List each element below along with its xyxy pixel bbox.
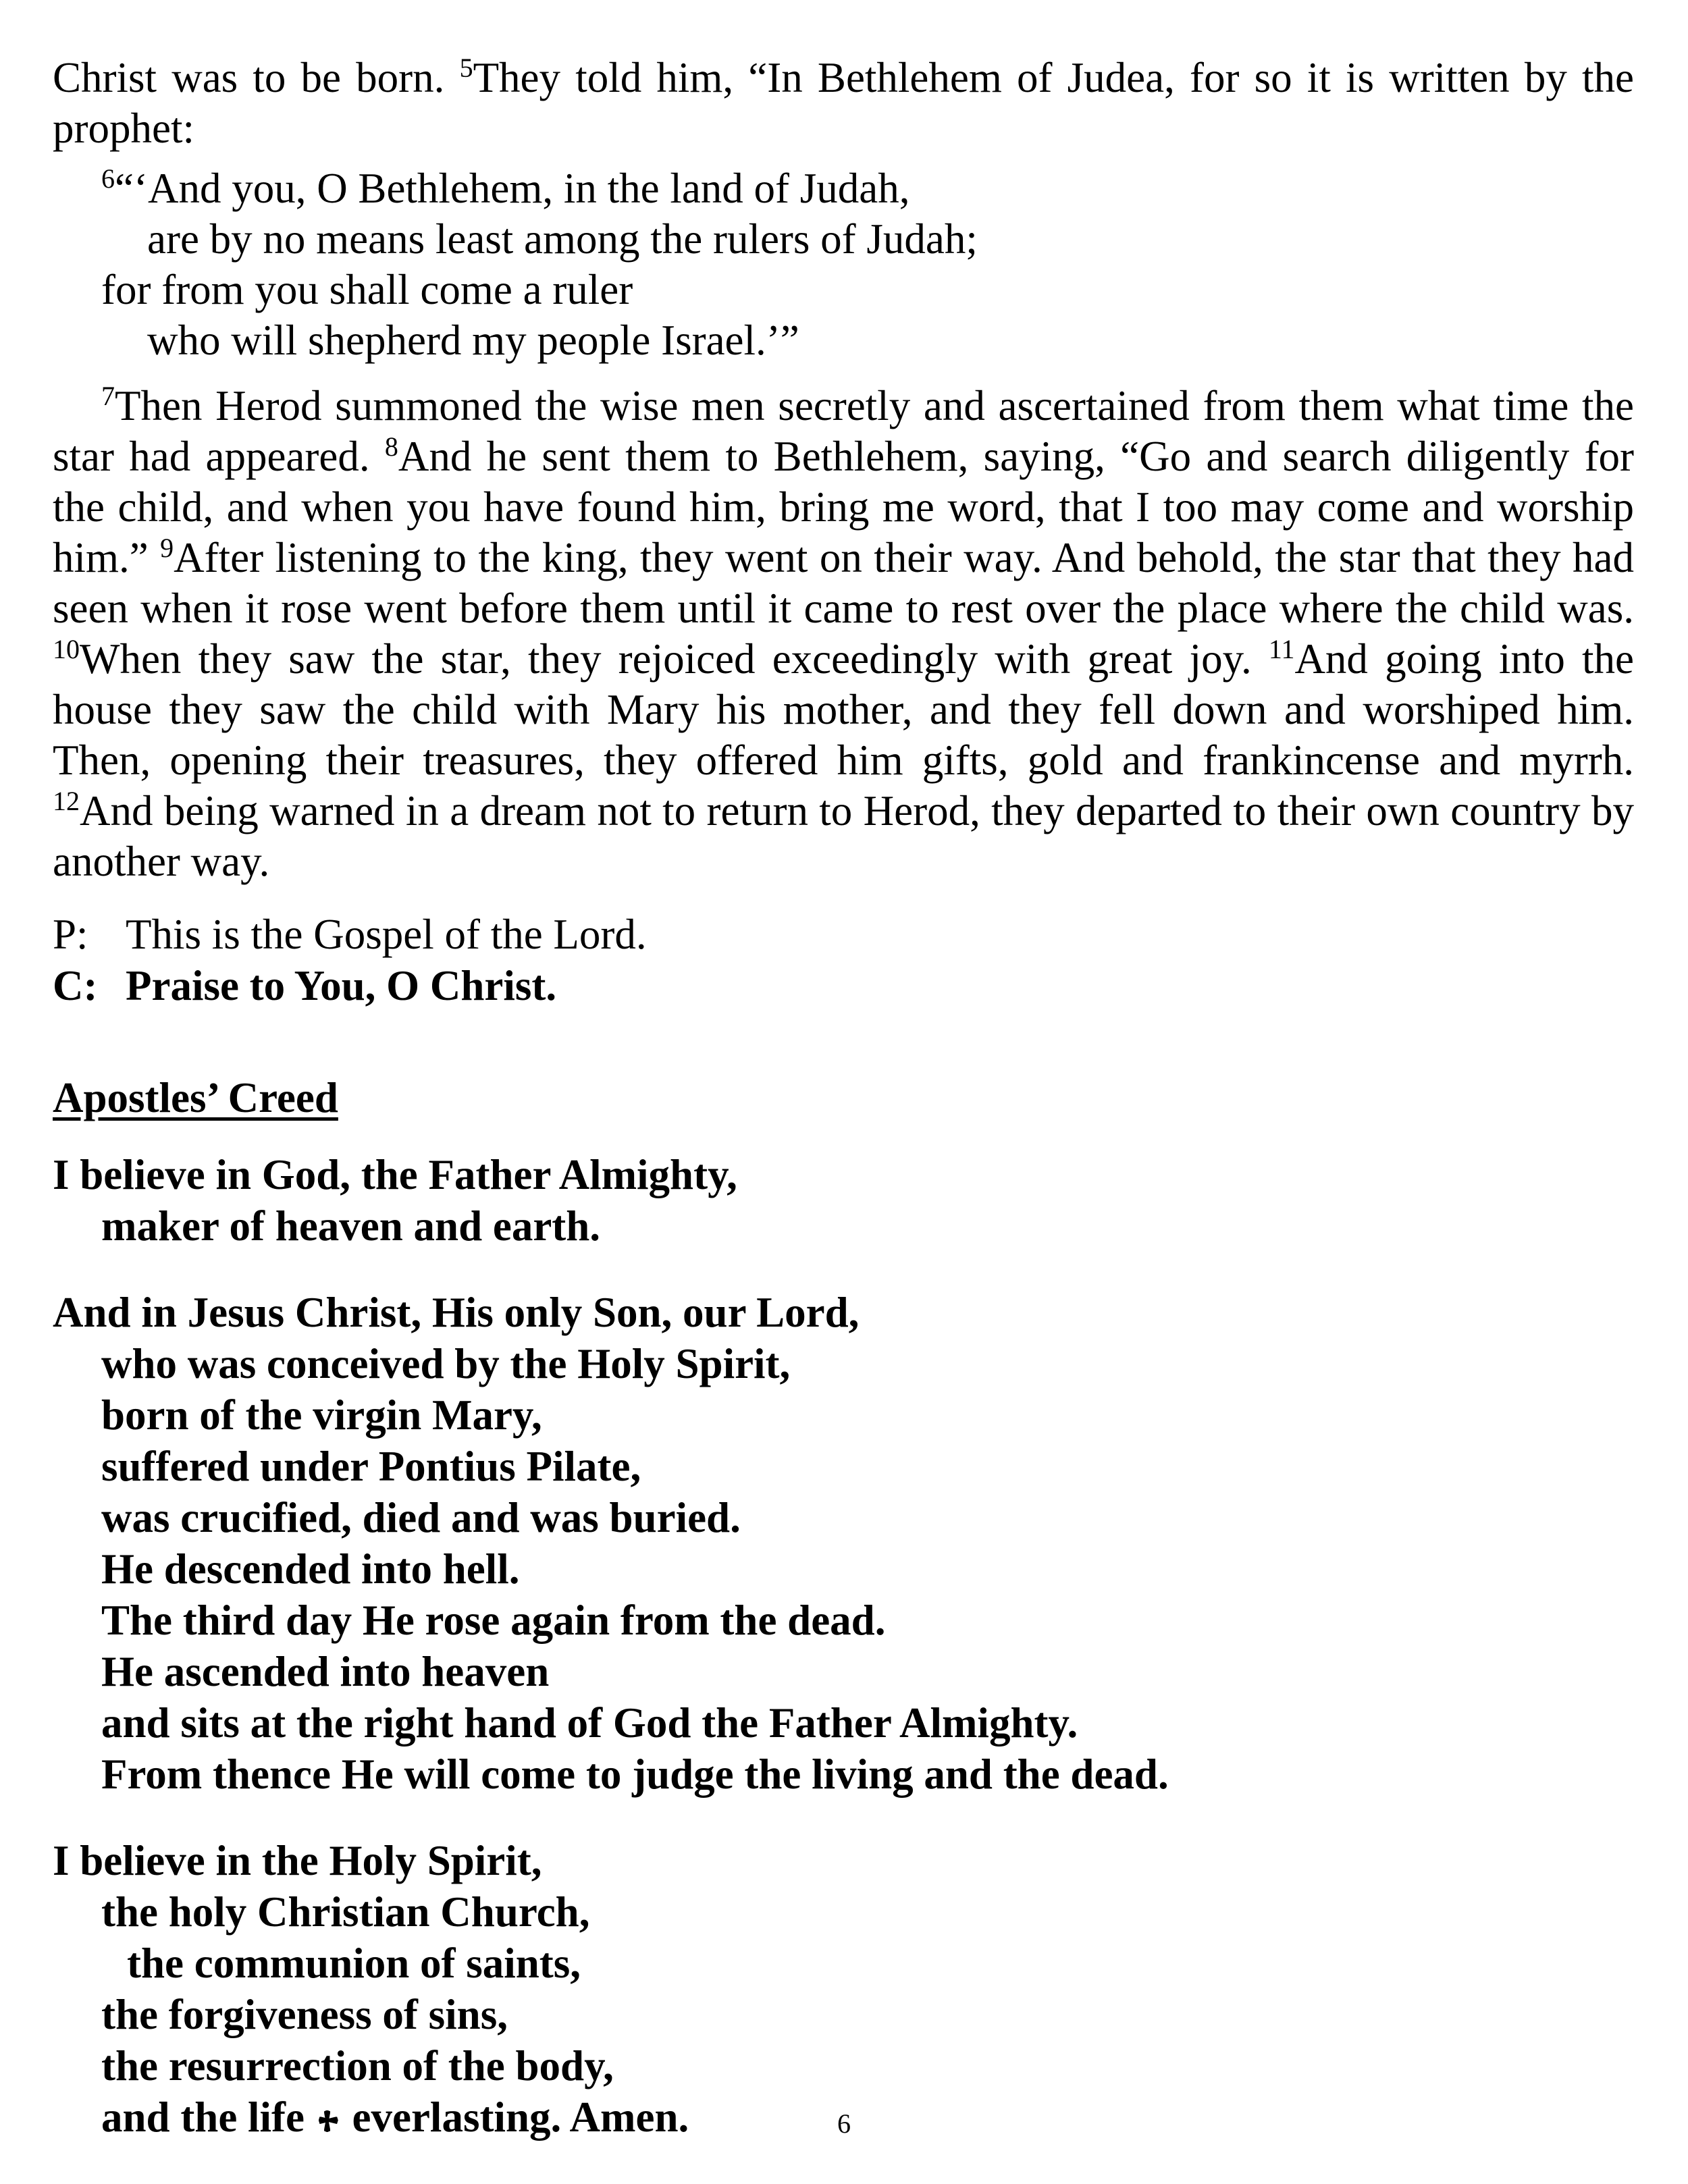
response-pastor	[53, 909, 1634, 960]
creed-line: From thence He will come to judge the living and the dead.	[101, 1751, 1169, 1798]
creed-line: who was conceived by the Holy Spirit,	[101, 1340, 791, 1387]
creed-line: I believe in God, the Father Almighty,	[53, 1151, 737, 1198]
response-text-pastor: This is the Gospel of the Lord.	[126, 911, 647, 958]
creed-line: and sits at the right hand of God the Father Almighty.	[101, 1699, 1078, 1747]
speaker-label-pastor: P:	[53, 911, 88, 958]
paragraph-text-before-verse: Christ was to be born.	[53, 54, 460, 101]
text-column	[53, 53, 1634, 2143]
creed-line: the communion of saints,	[127, 1940, 581, 1987]
creed-line: I believe in the Holy Spirit,	[53, 1837, 542, 1884]
verse-marker-5: 5	[459, 53, 473, 83]
creed-final-text-after-cross: everlasting. Amen.	[341, 2094, 689, 2141]
verse-marker-8: 8	[384, 431, 398, 462]
quote-line-text: are by no means least among the rulers of Judah;	[147, 215, 978, 263]
creed-line: And in Jesus Christ, His only Son, our Lord,	[53, 1289, 860, 1336]
gospel-main-paragraph	[53, 381, 1634, 887]
page-number: 6	[837, 2108, 851, 2139]
creed-line: suffered under Pontius Pilate,	[101, 1443, 641, 1490]
verse-marker-10: 10	[53, 634, 80, 664]
response-list	[53, 909, 1634, 1011]
creed-line: maker of heaven and earth.	[101, 1202, 601, 1250]
quote-line	[53, 214, 1634, 265]
apostles-creed-body	[53, 1149, 1634, 2143]
verse-marker-11: 11	[1268, 634, 1295, 664]
creed-line: was crucified, died and was buried.	[101, 1494, 741, 1541]
quote-line	[53, 315, 1634, 366]
response-text-congregation: Praise to You, O Christ.	[126, 962, 557, 1009]
creed-line: the holy Christian Church,	[101, 1888, 590, 1936]
creed-stanza-second-article	[53, 1287, 1634, 1800]
gospel-opening-paragraph	[53, 53, 1634, 154]
creed-line: the resurrection of the body,	[101, 2042, 614, 2089]
creed-final-text-before-cross: and the life	[101, 2094, 315, 2141]
verse-marker-7: 7	[101, 381, 115, 411]
gospel-segment-2: And he sent them to Bethlehem, saying, “Go and search diligently for the child, and when you have found him, bring me word, that I too may come and worship him.”	[53, 433, 1634, 581]
gospel-segment-6: And being warned in a dream not to return to Herod, they departed to their own country by another way.	[53, 787, 1634, 885]
creed-line: He ascended into heaven	[101, 1648, 550, 1695]
gospel-segment-5: And going into the house they saw the child with Mary his mother, and they fell down and worshiped him. Then, opening their treasures, they offered him gifts, gold and frankincense and myrrh.	[53, 635, 1634, 784]
verse-marker-12: 12	[53, 786, 80, 816]
creed-line: The third day He rose again from the dead.	[101, 1597, 886, 1644]
gospel-segment-1: Then Herod summoned the wise men secretly and ascertained from them what time the star had appeared.	[53, 382, 1634, 480]
creed-line: He descended into hell.	[101, 1545, 520, 1593]
creed-line: the forgiveness of sins,	[101, 1991, 508, 2038]
quote-line-text: for from you shall come a ruler	[101, 266, 633, 313]
gospel-segment-4: When they saw the star, they rejoiced exceedingly with great joy.	[80, 635, 1269, 683]
section-heading-wrapper	[53, 1011, 1634, 1122]
verse-marker-6: 6	[101, 163, 115, 194]
quote-line	[53, 163, 1634, 214]
creed-stanza-third-article	[53, 1835, 1634, 2143]
creed-line: born of the virgin Mary,	[101, 1391, 542, 1439]
speaker-label-congregation: C:	[53, 962, 98, 1009]
apostles-creed-heading: Apostles’ Creed	[53, 1074, 338, 1121]
quote-line-text: “‘And you, O Bethlehem, in the land of Judah,	[115, 165, 910, 212]
response-congregation	[53, 960, 1634, 1011]
quote-line	[53, 265, 1634, 315]
creed-stanza-first-article	[53, 1149, 1634, 1252]
scripture-quote-block	[53, 163, 1634, 366]
gospel-segment-3: After listening to the king, they went on their way. And behold, the star that they had seen when it rose went before them until it came to rest over the place where the child was.	[53, 534, 1634, 632]
quote-line-text: who will shepherd my people Israel.’”	[147, 317, 799, 364]
verse-marker-9: 9	[160, 533, 174, 563]
paragraph-text-after-verse: They told him, “In Bethlehem of Judea, for so it is written by the prophet:	[53, 54, 1634, 152]
